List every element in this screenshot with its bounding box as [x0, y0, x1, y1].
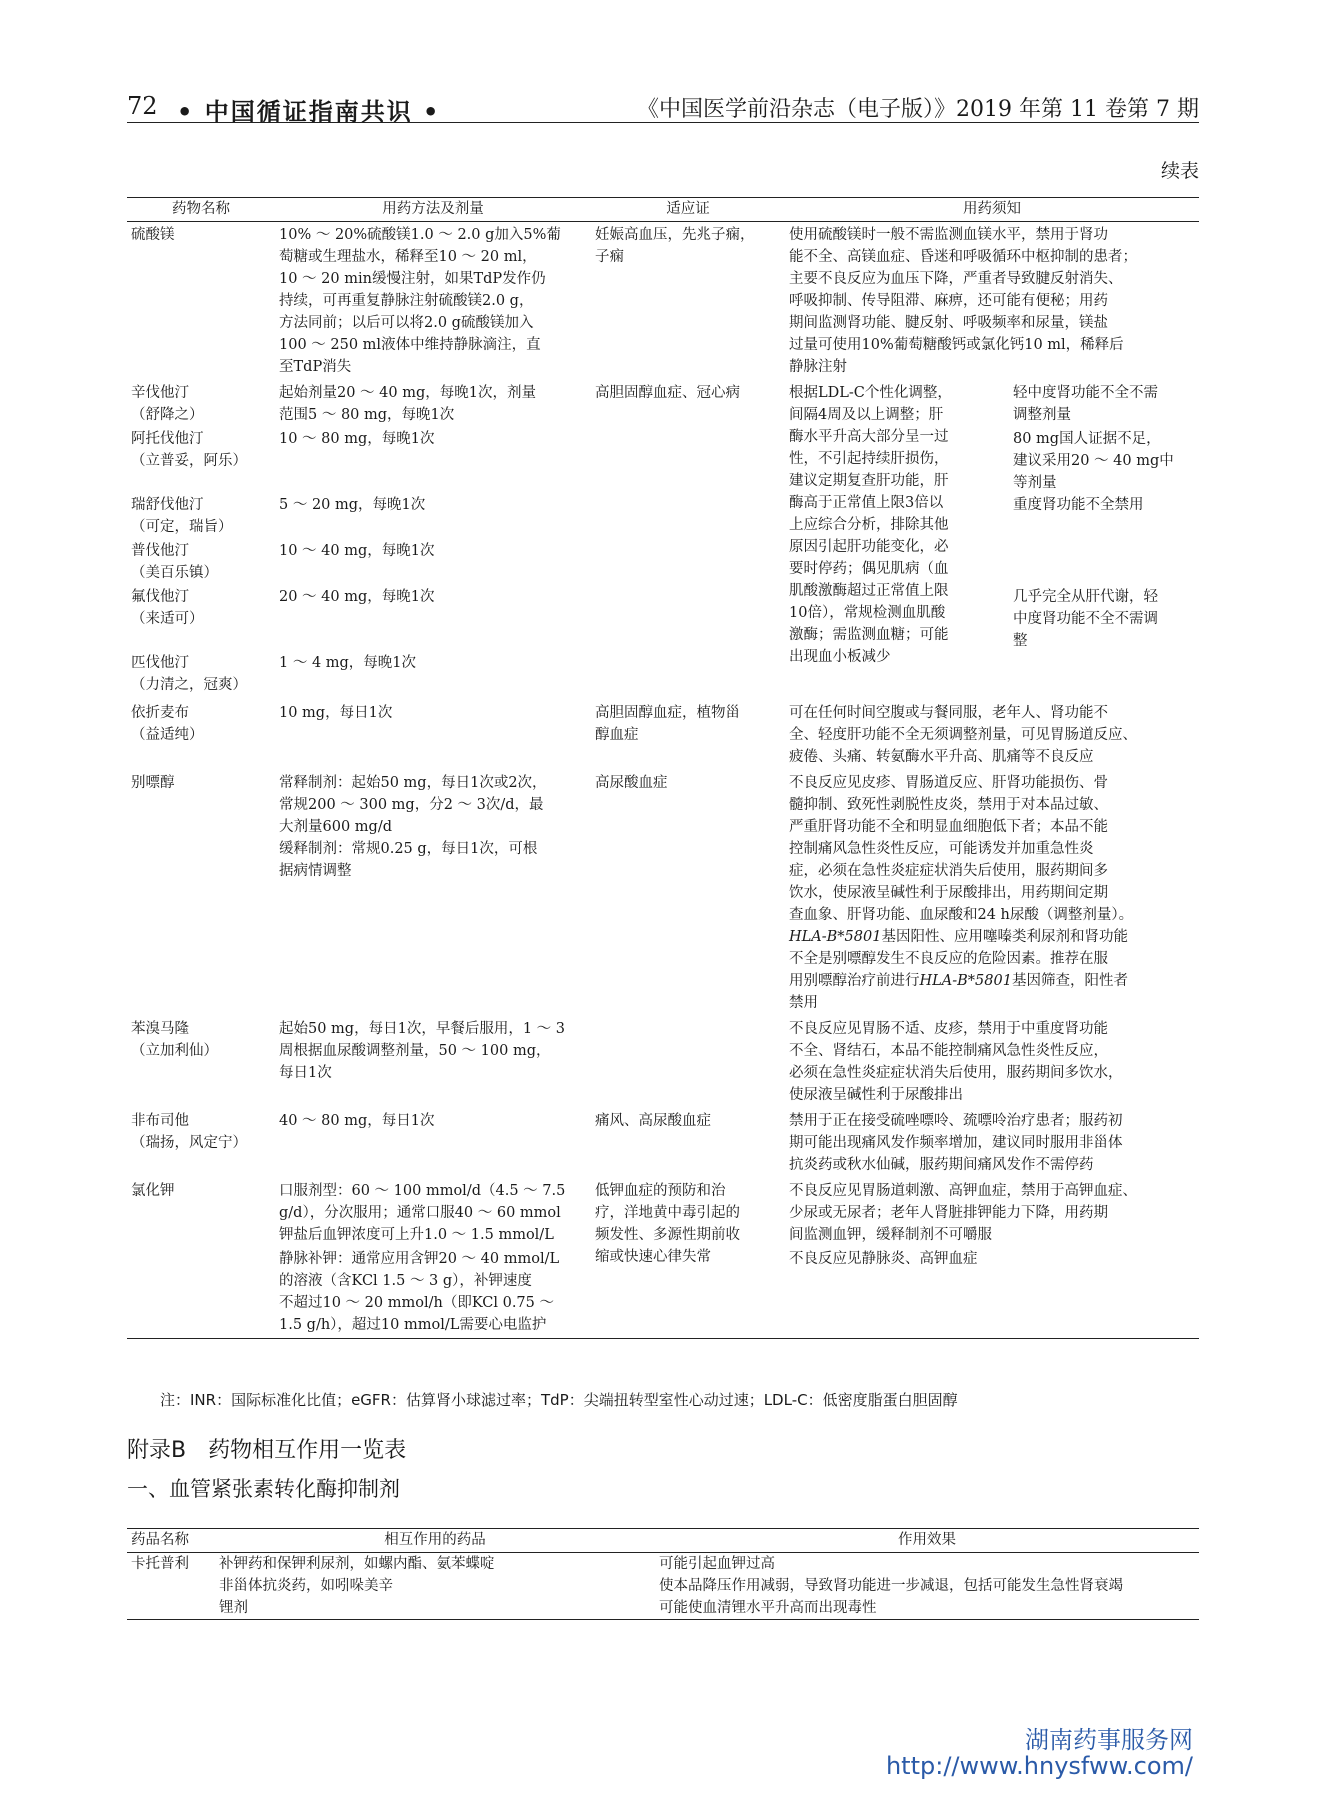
drug-name: 别嘌醇 — [131, 775, 175, 791]
drug-dose: 常释制剂：起始50 mg，每日1次或2次， 常规200 ～ 300 mg，分2 ～ 3次/d，最 大剂量600 mg/d 缓释制剂：常规0.25 g，每日1次，可根 据病情调整 — [279, 775, 547, 879]
statin-notes — [785, 380, 1199, 700]
page-number: 72 — [127, 92, 158, 120]
table-row — [127, 1575, 1199, 1597]
drug-dose: 10 mg，每日1次 — [279, 705, 393, 721]
interaction-effect: 可能引起血钾过高 — [659, 1556, 775, 1572]
drug-notes: 使用硫酸镁时一般不需监测血镁水平，禁用于肾功 能不全、高镁血症、昏迷和呼吸循环中枢抑制的患者； 主要不良反应为血压下降，严重者导致腱反射消失、 呼吸抑制、传导阻滞、麻痹，还可能有便秘；用药 期间监测肾功能、腱反射、呼吸频率和尿量，镁盐 过量可使用10%葡萄糖酸钙或氯化钙10 ml，稀释后 静脉注射 — [789, 227, 1137, 375]
statin-indication: 高胆固醇血症、冠心病 — [595, 385, 740, 401]
interaction-effect: 使本品降压作用减弱，导致肾功能进一步减退，包括可能发生急性肾衰竭 — [659, 1578, 1123, 1594]
statin-renal-notes: 轻中度肾功能不全不需 调整剂量 80 mg国人证据不足， 建议采用20 ～ 40 mg中 等剂量 重度肾功能不全禁用 几乎完全从肝代谢，轻 中度肾功能不全不需调 整 — [1013, 385, 1174, 649]
table-row — [127, 1108, 1199, 1178]
drug-indication — [591, 1016, 785, 1108]
table-row — [127, 1553, 1199, 1576]
section-title: • 中国循证指南共识 • — [177, 98, 441, 126]
header-drug: 药品名称 — [131, 1532, 189, 1548]
statin-doses: 起始剂量20 ～ 40 mg，每晚1次，剂量 范围5 ～ 80 mg，每晚1次 10 ～ 80 mg，每晚1次 5 ～ 20 mg，每晚1次 10 ～ 40 mg，每晚1次 20 ～ 40 mg，每晚1次 1 ～ 4 mg，每晚1次 — [279, 385, 536, 671]
drug-name: 依折麦布 （益适纯） — [131, 705, 204, 743]
page-header — [127, 90, 1199, 126]
drug-dose: 40 ～ 80 mg，每日1次 — [279, 1113, 435, 1129]
table-row — [127, 222, 1199, 381]
drug-name: 氯化钾 — [131, 1183, 175, 1199]
drug-notes: 不良反应见胃肠道刺激、高钾血症，禁用于高钾血症、 少尿或无尿者；老年人肾脏排钾能力下降，用药期 间监测血钾，缓释制剂不可嚼服 不良反应见静脉炎、高钾血症 — [789, 1183, 1137, 1267]
table-row — [127, 700, 1199, 770]
table-footnote: 注：INR：国际标准化比值；eGFR：估算肾小球滤过率；TdP：尖端扭转型室性心动过速；LDL-C：低密度脂蛋白胆固醇 — [160, 1391, 958, 1409]
drug-indication: 低钾血症的预防和治 疗，洋地黄中毒引起的 频发性、多源性期前收 缩或快速心律失常 — [595, 1183, 740, 1265]
table-row — [127, 1178, 1199, 1339]
interacting-drug: 补钾药和保钾利尿剂，如螺内酯、氨苯蝶啶 — [219, 1556, 495, 1572]
gene-name: HLA-B*5801 — [919, 973, 1012, 989]
drug-indication: 妊娠高血压，先兆子痫， 子痫 — [595, 227, 755, 265]
drug-name: 硫酸镁 — [131, 227, 175, 243]
drug-indication: 痛风、高尿酸血症 — [595, 1113, 711, 1129]
header-notes: 用药须知 — [963, 201, 1021, 217]
drug-indication: 高胆固醇血症，植物甾 醇血症 — [595, 705, 740, 743]
interacting-drug: 非甾体抗炎药，如吲哚美辛 — [219, 1578, 393, 1594]
drug-dose: 10% ～ 20%硫酸镁1.0 ～ 2.0 g加入5%葡 萄糖或生理盐水，稀释至10 ～ 20 ml， 10 ～ 20 min缓慢注射，如果TdP发作仍 持续，可再重复静脉注射硫酸镁2.0 g， 方法同前；以后可以将2.0 g硫酸镁加入 100 ～ 250 ml液体中维持静脉滴注，直 至TdP消失 — [279, 227, 561, 375]
drug-dose: 起始50 mg，每日1次，早餐后服用，1 ～ 3 周根据血尿酸调整剂量，50 ～ 100 mg， 每日1次 — [279, 1021, 565, 1081]
drug-name: 苯溴马隆 （立加利仙） — [131, 1021, 218, 1059]
header-rule — [127, 122, 1199, 123]
table-row — [127, 770, 1199, 1016]
statin-common-notes: 根据LDL-C个性化调整， 间隔4周及以上调整；肝 酶水平升高大部分呈一过 性，不引起持续肝损伤， 建议定期复查肝功能，肝 酶高于正常值上限3倍以 上应综合分析，排除其他 原因引起肝功能变化，必 要时停药；偶见肌病（血 肌酸激酶超过正常值上限 10倍），常规检测血肌酸 激酶；需监测血糖；可能 出现血小板减少 — [789, 385, 952, 665]
drug-dose: 口服剂型：60 ～ 100 mmol/d（4.5 ～ 7.5 g/d），分次服用；通常口服40 ～ 60 mmol 钾盐后血钾浓度可上升1.0 ～ 1.5 mmol/L 静脉补钾：通常应用含钾20 ～ 40 mmol/L 的溶液（含KCl 1.5 ～ 3 g），补钾速度 不超过10 ～ 20 mmol/h（即KCl 0.75 ～ 1.5 g/h），超过10 mmol/L需要心电监护 — [279, 1183, 566, 1333]
table-header-row — [127, 1529, 1199, 1553]
drug-table — [127, 197, 1199, 1339]
watermark-site-name: 湖南药事服务网 — [1025, 1726, 1193, 1754]
header-dosage: 用药方法及剂量 — [382, 201, 484, 217]
drug-name: 非布司他 （瑞扬，风定宁） — [131, 1113, 247, 1151]
appendix-title: 附录B 药物相互作用一览表 — [127, 1438, 407, 1463]
gene-name: HLA-B*5801 — [789, 929, 882, 945]
interacting-drug: 锂剂 — [219, 1600, 248, 1616]
table-row — [127, 1597, 1199, 1620]
drug-indication: 高尿酸血症 — [595, 775, 668, 791]
table-row — [127, 1016, 1199, 1108]
drug-notes: 禁用于正在接受硫唑嘌呤、巯嘌呤治疗患者；服药初 期可能出现痛风发作频率增加，建议同时服用非甾体 抗炎药或秋水仙碱，服药期间痛风发作不需停药 — [789, 1113, 1123, 1173]
interaction-effect: 可能使血清锂水平升高而出现毒性 — [659, 1600, 877, 1616]
drug-notes: 不良反应见皮疹、胃肠道反应、肝肾功能损伤、骨 髓抑制、致死性剥脱性皮炎，禁用于对本品过敏、 严重肝肾功能不全和明显血细胞低下者；本品不能 控制痛风急性炎性反应，可能诱发并加重急性炎 症，必须在急性炎症症状消失后使用，服药期间多 饮水，使尿液呈碱性利于尿酸排出，用药期间定期 查血象、肝肾功能、血尿酸和24 h尿酸（调整剂量）。 HLA-B*5801基因阳性、应用噻嗪类利尿剂和肾功能 不全是别嘌醇发生不良反应的危险因素。推荐在服 用别嘌醇治疗前进行HLA-B*5801基因筛查，阳性者 禁用 — [789, 775, 1134, 1011]
table-row-statins — [127, 380, 1199, 700]
interaction-table — [127, 1528, 1199, 1620]
journal-title: 《中国医学前沿杂志（电子版）》2019 年第 11 卷第 7 期 — [637, 97, 1199, 122]
watermark-url[interactable]: http://www.hnysfww.com/ — [885, 1752, 1193, 1780]
header-indication: 适应证 — [666, 201, 710, 217]
drug-notes: 可在任何时间空腹或与餐同服，老年人、肾功能不 全、轻度肝功能不全无须调整剂量，可见胃肠道反应、 疲倦、头痛、转氨酶水平升高、肌痛等不良反应 — [789, 705, 1137, 765]
drug-name: 卡托普利 — [131, 1556, 189, 1572]
header-effect: 作用效果 — [898, 1532, 956, 1548]
drug-notes: 不良反应见胃肠不适、皮疹，禁用于中重度肾功能 不全、肾结石，本品不能控制痛风急性炎性反应， 必须在急性炎症症状消失后使用，服药期间多饮水， 使尿液呈碱性利于尿酸排出 — [789, 1021, 1123, 1103]
appendix-subtitle: 一、血管紧张素转化酶抑制剂 — [127, 1477, 400, 1501]
table-header-row — [127, 198, 1199, 222]
header-drug-name: 药物名称 — [172, 201, 230, 217]
statin-names: 辛伐他汀 （舒降之） 阿托伐他汀 （立普妥，阿乐） 瑞舒伐他汀 （可定，瑞旨） 普伐他汀 （美百乐镇） 氟伐他汀 （来适可） 匹伐他汀 （力清之，冠爽） — [131, 385, 247, 693]
header-interacting-drug: 相互作用的药品 — [384, 1532, 486, 1548]
continued-label: 续表 — [1160, 160, 1199, 182]
